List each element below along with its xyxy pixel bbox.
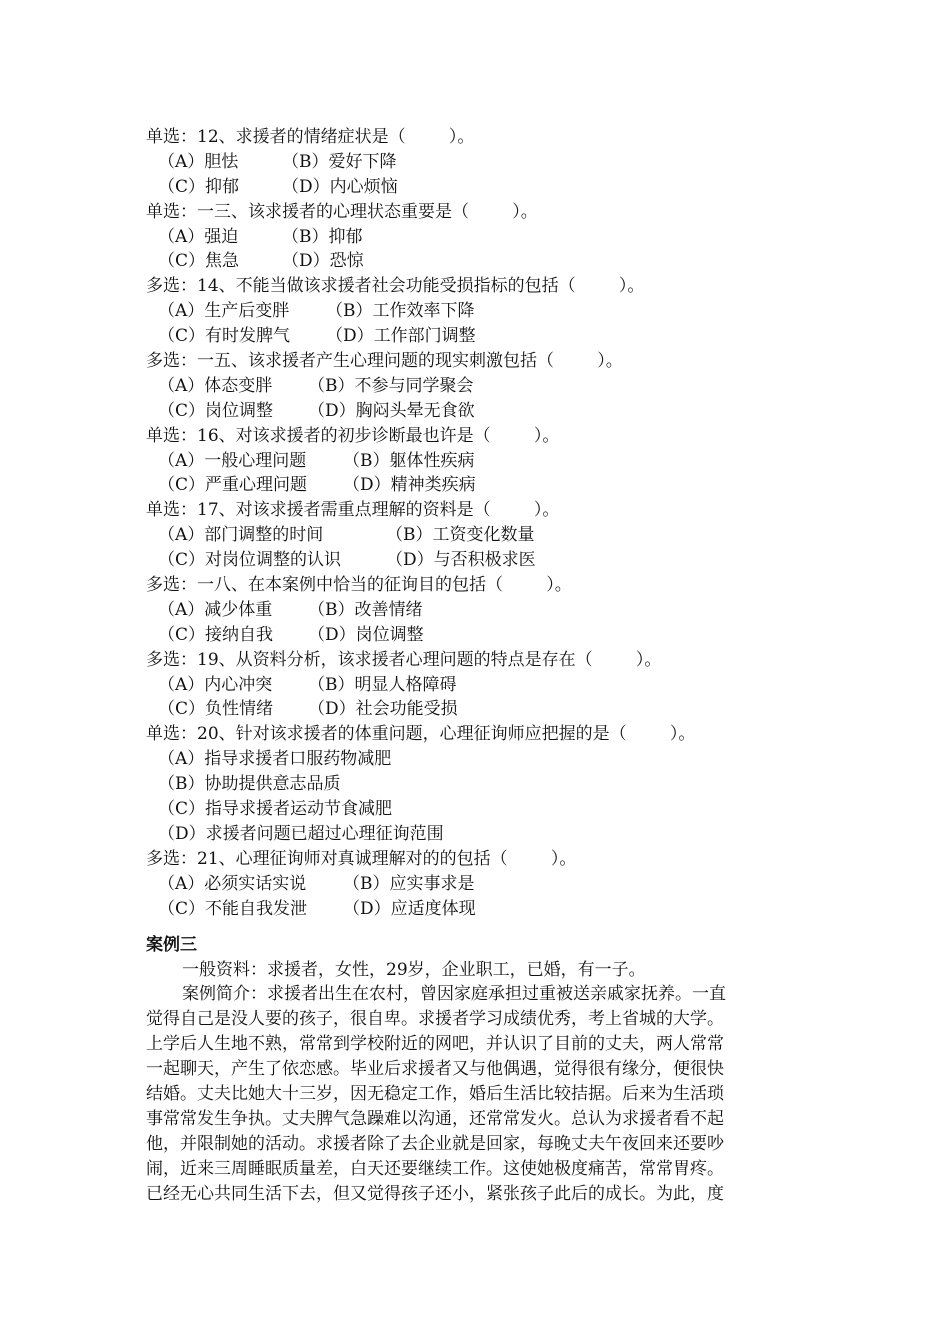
option-text: （C）接纳自我 <box>158 624 274 645</box>
option-text: （B）协助提供意志品质 <box>158 774 341 795</box>
case-intro-line: 上学后人生地不熟，常常到学校附近的网吧，并认识了目前的丈夫，两人常常 <box>146 1034 724 1055</box>
case-intro-line: 案例简介：求援者出生在农村，曾因家庭承担过重被送亲戚家抚养。一直 <box>182 984 726 1005</box>
option-text: （A）指导求援者口服药物减肥 <box>158 749 392 770</box>
option-row <box>146 225 816 250</box>
question-stem: 单选：一三、该求援者的心理状态重要是（ ）。 <box>146 201 538 222</box>
option-row <box>146 772 816 797</box>
option-row <box>146 797 816 822</box>
option-row <box>146 324 816 349</box>
option-text: （A）部门调整的时间 <box>158 525 324 546</box>
case-title: 案例三 <box>146 934 197 955</box>
option-row <box>146 897 816 922</box>
option-text: （A）减少体重 <box>158 599 273 620</box>
option-row <box>146 449 816 474</box>
question-stem: 多选：14、不能当做该求援者社会功能受损指标的包括（ ）。 <box>146 276 645 297</box>
question-stem: 多选：一八、在本案例中恰当的征询目的包括（ ）。 <box>146 575 572 596</box>
option-text: （A）强迫 <box>158 226 239 247</box>
option-text: （D）恐惊 <box>282 251 364 272</box>
option-text: （D）工作部门调整 <box>326 326 476 347</box>
case-introduction <box>146 982 816 1206</box>
option-row <box>146 299 816 324</box>
option-text: （B）抑郁 <box>282 226 363 247</box>
option-row <box>146 623 816 648</box>
option-row <box>146 673 816 698</box>
option-row <box>146 598 816 623</box>
case-intro-line: 一起聊天，产生了依恋感。毕业后求援者又与他偶遇，觉得很有缘分，便很快 <box>146 1059 724 1080</box>
case-intro-line: 觉得自己是没人要的孩子，很自卑。求援者学习成绩优秀，考上省城的大学。 <box>146 1009 724 1030</box>
option-text: （A）内心冲突 <box>158 674 273 695</box>
option-text: （B）改善情绪 <box>308 599 423 620</box>
case-intro-line: 闹，近来三周睡眠质量差，白天还要继续工作。这使她极度痛苦，常常胃疼。 <box>146 1158 724 1179</box>
option-text: （B）爱好下降 <box>282 151 397 172</box>
option-row <box>146 374 816 399</box>
option-text: （D）胸闷头晕无食欲 <box>308 400 475 421</box>
option-text: （C）不能自我发泄 <box>158 898 308 919</box>
option-text: （D）应适度体现 <box>343 898 476 919</box>
option-text: （C）抑郁 <box>158 176 240 197</box>
option-row <box>146 872 816 897</box>
option-text: （D）与否积极求医 <box>386 550 536 571</box>
question-stem: 单选：16、对该求援者的初步诊断最也许是（ ）。 <box>146 425 560 446</box>
option-row <box>146 473 816 498</box>
option-row <box>146 523 816 548</box>
question-stem: 单选：20、针对该求援者的体重问题，心理征询师应把握的是（ ）。 <box>146 724 696 745</box>
option-text: （C）严重心理问题 <box>158 475 308 496</box>
document-content <box>146 125 816 1206</box>
case-intro-line: 事常常发生争执。丈夫脾气急躁难以沟通，还常常发火。总认为求援者看不起 <box>146 1108 724 1129</box>
case-intro-line: 他，并限制她的活动。求援者除了去企业就是回家，每晚丈夫午夜回来还要吵 <box>146 1133 724 1154</box>
option-text: （A）胆怯 <box>158 151 239 172</box>
question-stem: 单选：12、求援者的情绪症状是（ ）。 <box>146 127 475 147</box>
option-row <box>146 249 816 274</box>
option-text: （B）明显人格障碍 <box>308 674 457 695</box>
option-text: （D）社会功能受损 <box>308 699 458 720</box>
option-text: （D）岗位调整 <box>308 624 424 645</box>
option-text: （A）生产后变胖 <box>158 301 290 322</box>
option-text: （A）必须实话实说 <box>158 873 307 894</box>
option-text: （D）精神类疾病 <box>343 475 476 496</box>
option-row <box>146 175 816 200</box>
option-text: （C）负性情绪 <box>158 699 274 720</box>
option-row <box>146 747 816 772</box>
option-text: （A）体态变胖 <box>158 375 273 396</box>
option-text: （C）对岗位调整的认识 <box>158 550 342 571</box>
option-text: （B）工资变化数量 <box>386 525 535 546</box>
option-text: （D）内心烦恼 <box>282 176 398 197</box>
option-text: （C）焦急 <box>158 251 240 272</box>
option-row <box>146 150 816 175</box>
option-text: （C）指导求援者运动节食减肥 <box>158 799 393 820</box>
question-stem: 多选：21、心理征询师对真诚理解对的的包括（ ）。 <box>146 848 577 869</box>
question-stem: 多选：19、从资料分析，该求援者心理问题的特点是存在（ ）。 <box>146 649 662 670</box>
option-text: （C）有时发脾气 <box>158 326 291 347</box>
question-stem: 单选：17、对该求援者需重点理解的资料是（ ）。 <box>146 500 560 521</box>
option-row <box>146 697 816 722</box>
option-text: （B）应实事求是 <box>343 873 475 894</box>
case-general-info: 一般资料：求援者，女性，29岁，企业职工，已婚，有一子。 <box>182 959 646 980</box>
case-intro-line: 已经无心共同生活下去，但又觉得孩子还小，紧张孩子此后的成长。为此，度 <box>146 1183 724 1204</box>
option-row <box>146 399 816 424</box>
option-text: （C）岗位调整 <box>158 400 274 421</box>
option-row <box>146 822 816 847</box>
option-text: （B）不参与同学聚会 <box>308 375 474 396</box>
question-stem: 多选：一五、该求援者产生心理问题的现实刺激包括（ ）。 <box>146 351 623 372</box>
option-text: （D）求援者问题已超过心理征询范围 <box>158 823 444 844</box>
option-text: （A）一般心理问题 <box>158 450 307 471</box>
option-text: （B）躯体性疾病 <box>343 450 475 471</box>
option-text: （B）工作效率下降 <box>326 301 475 322</box>
option-row <box>146 548 816 573</box>
case-intro-line: 结婚。丈夫比她大十三岁，因无稳定工作，婚后生活比较拮据。后来为生活琐 <box>146 1083 724 1104</box>
